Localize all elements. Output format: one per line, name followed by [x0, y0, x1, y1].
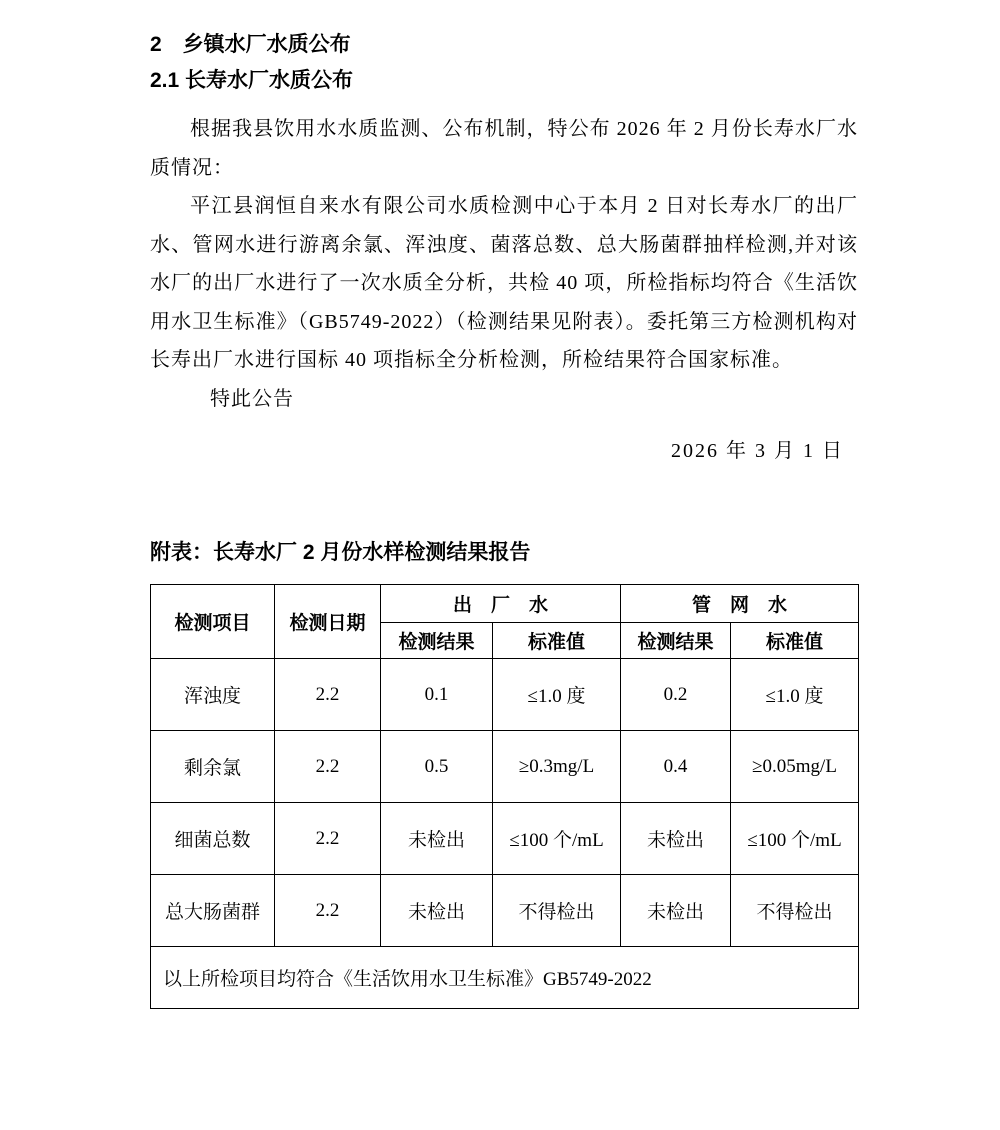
paragraph-closing: 特此公告: [210, 387, 294, 410]
col-header-date: 检测日期: [275, 585, 381, 659]
date-line: 2026 年 3 月 1 日: [671, 440, 844, 462]
cell-item: 浑浊度: [151, 659, 275, 731]
cell-pipe-standard: ≤100 个/mL: [731, 803, 859, 875]
document-content: [150, 28, 858, 1009]
group-header-outlet-water: 出 厂 水: [381, 585, 621, 623]
cell-date: 2.2: [275, 875, 381, 947]
sub-header-pipe-result: 检测结果: [621, 623, 731, 659]
table-row: [151, 659, 859, 731]
table-title: 附表：长寿水厂 2 月份水样检测结果报告: [150, 541, 531, 564]
water-quality-table: [150, 584, 859, 1009]
cell-date: 2.2: [275, 731, 381, 803]
sub-header-pipe-standard: 标准值: [731, 623, 859, 659]
table-row: [151, 875, 859, 947]
cell-outlet-standard: 不得检出: [493, 875, 621, 947]
group-header-pipe-water: 管 网 水: [621, 585, 859, 623]
cell-pipe-result: 0.4: [621, 731, 731, 803]
section-heading: 2 乡镇水厂水质公布: [150, 33, 351, 56]
cell-pipe-standard: 不得检出: [731, 875, 859, 947]
cell-outlet-result: 未检出: [381, 803, 493, 875]
cell-pipe-result: 0.2: [621, 659, 731, 731]
cell-date: 2.2: [275, 659, 381, 731]
subsection-heading: 2.1 长寿水厂水质公布: [150, 69, 354, 92]
cell-outlet-standard: ≤1.0 度: [493, 659, 621, 731]
cell-pipe-standard: ≤1.0 度: [731, 659, 859, 731]
col-header-item: 检测项目: [151, 585, 275, 659]
cell-outlet-standard: ≥0.3mg/L: [493, 731, 621, 803]
table-row: [151, 803, 859, 875]
table-header-group-row: [151, 585, 859, 623]
cell-date: 2.2: [275, 803, 381, 875]
table-row: [151, 731, 859, 803]
paragraph-intro: 根据我县饮用水水质监测、公布机制，特公布 2026 年 2 月份长寿水厂水质情况：: [150, 118, 858, 179]
cell-outlet-standard: ≤100 个/mL: [493, 803, 621, 875]
cell-pipe-standard: ≥0.05mg/L: [731, 731, 859, 803]
sub-header-outlet-result: 检测结果: [381, 623, 493, 659]
paragraph-body: 平江县润恒自来水有限公司水质检测中心于本月 2 日对长寿水厂的出厂水、管网水进行游离余氯、浑浊度、菌落总数、总大肠菌群抽样检测,并对该水厂的出厂水进行了一次水质全分析，共检 40 项，所检指标均符合《生活饮用水卫生标准》（GB5749-2022）（检测结果见附表）。委托第三方检测机构对长寿出厂水进行国标 40 项指标全分析检测，所检结果符合国家标准。: [150, 195, 858, 371]
cell-outlet-result: 0.5: [381, 731, 493, 803]
table-footer-note: 以上所检项目均符合《生活饮用水卫生标准》GB5749-2022: [151, 947, 859, 1009]
sub-header-outlet-standard: 标准值: [493, 623, 621, 659]
cell-item: 总大肠菌群: [151, 875, 275, 947]
cell-pipe-result: 未检出: [621, 803, 731, 875]
cell-item: 细菌总数: [151, 803, 275, 875]
table-footer-row: [151, 947, 859, 1009]
cell-outlet-result: 0.1: [381, 659, 493, 731]
cell-pipe-result: 未检出: [621, 875, 731, 947]
cell-item: 剩余氯: [151, 731, 275, 803]
cell-outlet-result: 未检出: [381, 875, 493, 947]
